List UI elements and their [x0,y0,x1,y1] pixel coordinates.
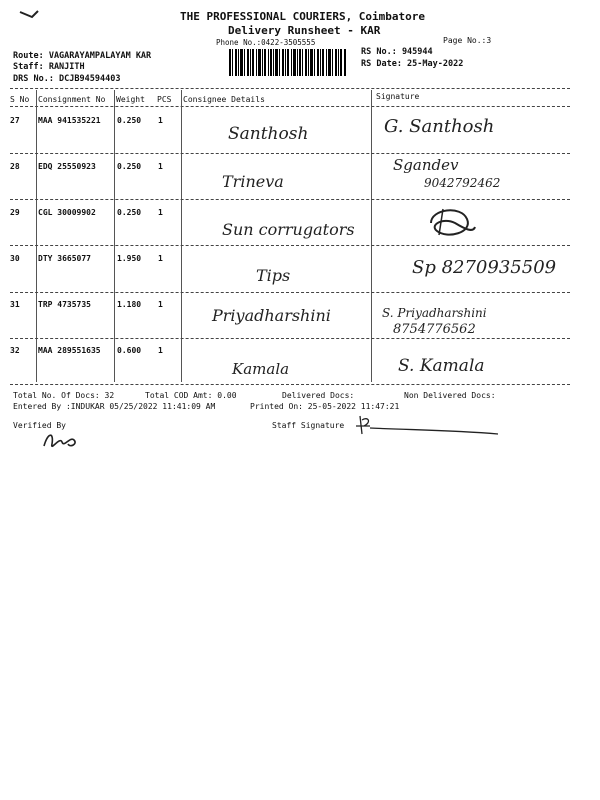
phone-number: Phone No.:0422-3505555 [216,38,316,47]
scribble-signature [425,203,477,241]
row-divider [10,245,570,246]
consignee-name: Santhosh [228,124,309,144]
verifier-signature [40,428,80,454]
signature: S. Kamala [398,356,485,376]
row-consignment: TRP 4735735 [38,300,91,309]
row-pcs: 1 [158,116,163,125]
printed-on: Printed On: 25-05-2022 11:47:21 [250,402,400,411]
row-sno: 31 [10,300,20,309]
consignee-name: Kamala [232,360,290,378]
row-pcs: 1 [158,254,163,263]
row-consignment: DTY 3665077 [38,254,91,263]
rs-date: RS Date: 25-May-2022 [361,59,464,69]
non-delivered-docs: Non Delivered Docs: [404,391,496,400]
row-sno: 29 [10,208,20,217]
document-subtitle: Delivery Runsheet - KAR [228,24,381,37]
barcode [229,49,346,76]
route-label: Route: VAGARAYAMPALAYAM KAR [13,51,152,61]
header-signature: Signature [376,92,420,101]
header-consignment: Consignment No [38,95,106,104]
table-bottom-rule [10,384,570,385]
total-docs: Total No. Of Docs: 32 [13,391,115,400]
row-consignment: CGL 30009902 [38,208,96,217]
row-consignment: MAA 941535221 [38,116,101,125]
row-pcs: 1 [158,346,163,355]
row-consignment: EDQ 25550923 [38,162,96,171]
signature: S. Priyadharshini [382,306,487,320]
row-weight: 0.250 [117,116,142,125]
staff-label: Staff: RANJITH [13,62,85,72]
signature: Sgandev [393,156,459,174]
signature: G. Santhosh [384,116,495,137]
row-pcs: 1 [158,162,163,171]
header-weight: Weight [116,95,145,104]
row-weight: 1.180 [117,300,142,309]
consignee-name: Tips [256,266,291,285]
row-sno: 27 [10,116,20,125]
signature: Sp 8270935509 [412,257,557,278]
signature-phone: 9042792462 [424,176,501,190]
drs-number: DRS No.: DCJB94594403 [13,74,121,84]
row-divider [10,153,570,154]
row-sno: 28 [10,162,20,171]
document-title: THE PROFESSIONAL COURIERS, Coimbatore [180,10,426,23]
consignee-name: Priyadharshini [212,306,331,325]
row-consignment: MAA 289551635 [38,346,101,355]
entered-by: Entered By :INDUKAR 05/25/2022 11:41:09 AM [13,402,216,411]
row-divider [10,199,570,200]
staff-signature-label: Staff Signature [272,421,345,430]
row-pcs: 1 [158,300,163,309]
consignee-name: Sun corrugators [222,220,355,239]
consignee-name: Trineva [222,172,284,191]
table-header-rule [10,106,570,107]
rs-number: RS No.: 945944 [361,47,433,57]
row-sno: 30 [10,254,20,263]
row-pcs: 1 [158,208,163,217]
header-consignee: Consignee Details [183,95,265,104]
row-sno: 32 [10,346,20,355]
total-cod: Total COD Amt: 0.00 [145,391,237,400]
header-sno: S No [10,95,30,104]
header-pcs: PCS [157,95,172,104]
table-top-rule [10,88,570,89]
row-weight: 0.250 [117,162,142,171]
row-weight: 1.950 [117,254,142,263]
row-divider [10,338,570,339]
verified-by-label: Verified By [13,421,66,430]
row-weight: 0.250 [117,208,142,217]
row-weight: 0.600 [117,346,142,355]
staff-signature [352,412,502,440]
signature-phone: 8754776562 [393,322,476,337]
row-divider [10,292,570,293]
page-number: Page No.:3 [443,36,492,45]
corner-mark [18,8,40,22]
delivered-docs: Delivered Docs: [282,391,355,400]
